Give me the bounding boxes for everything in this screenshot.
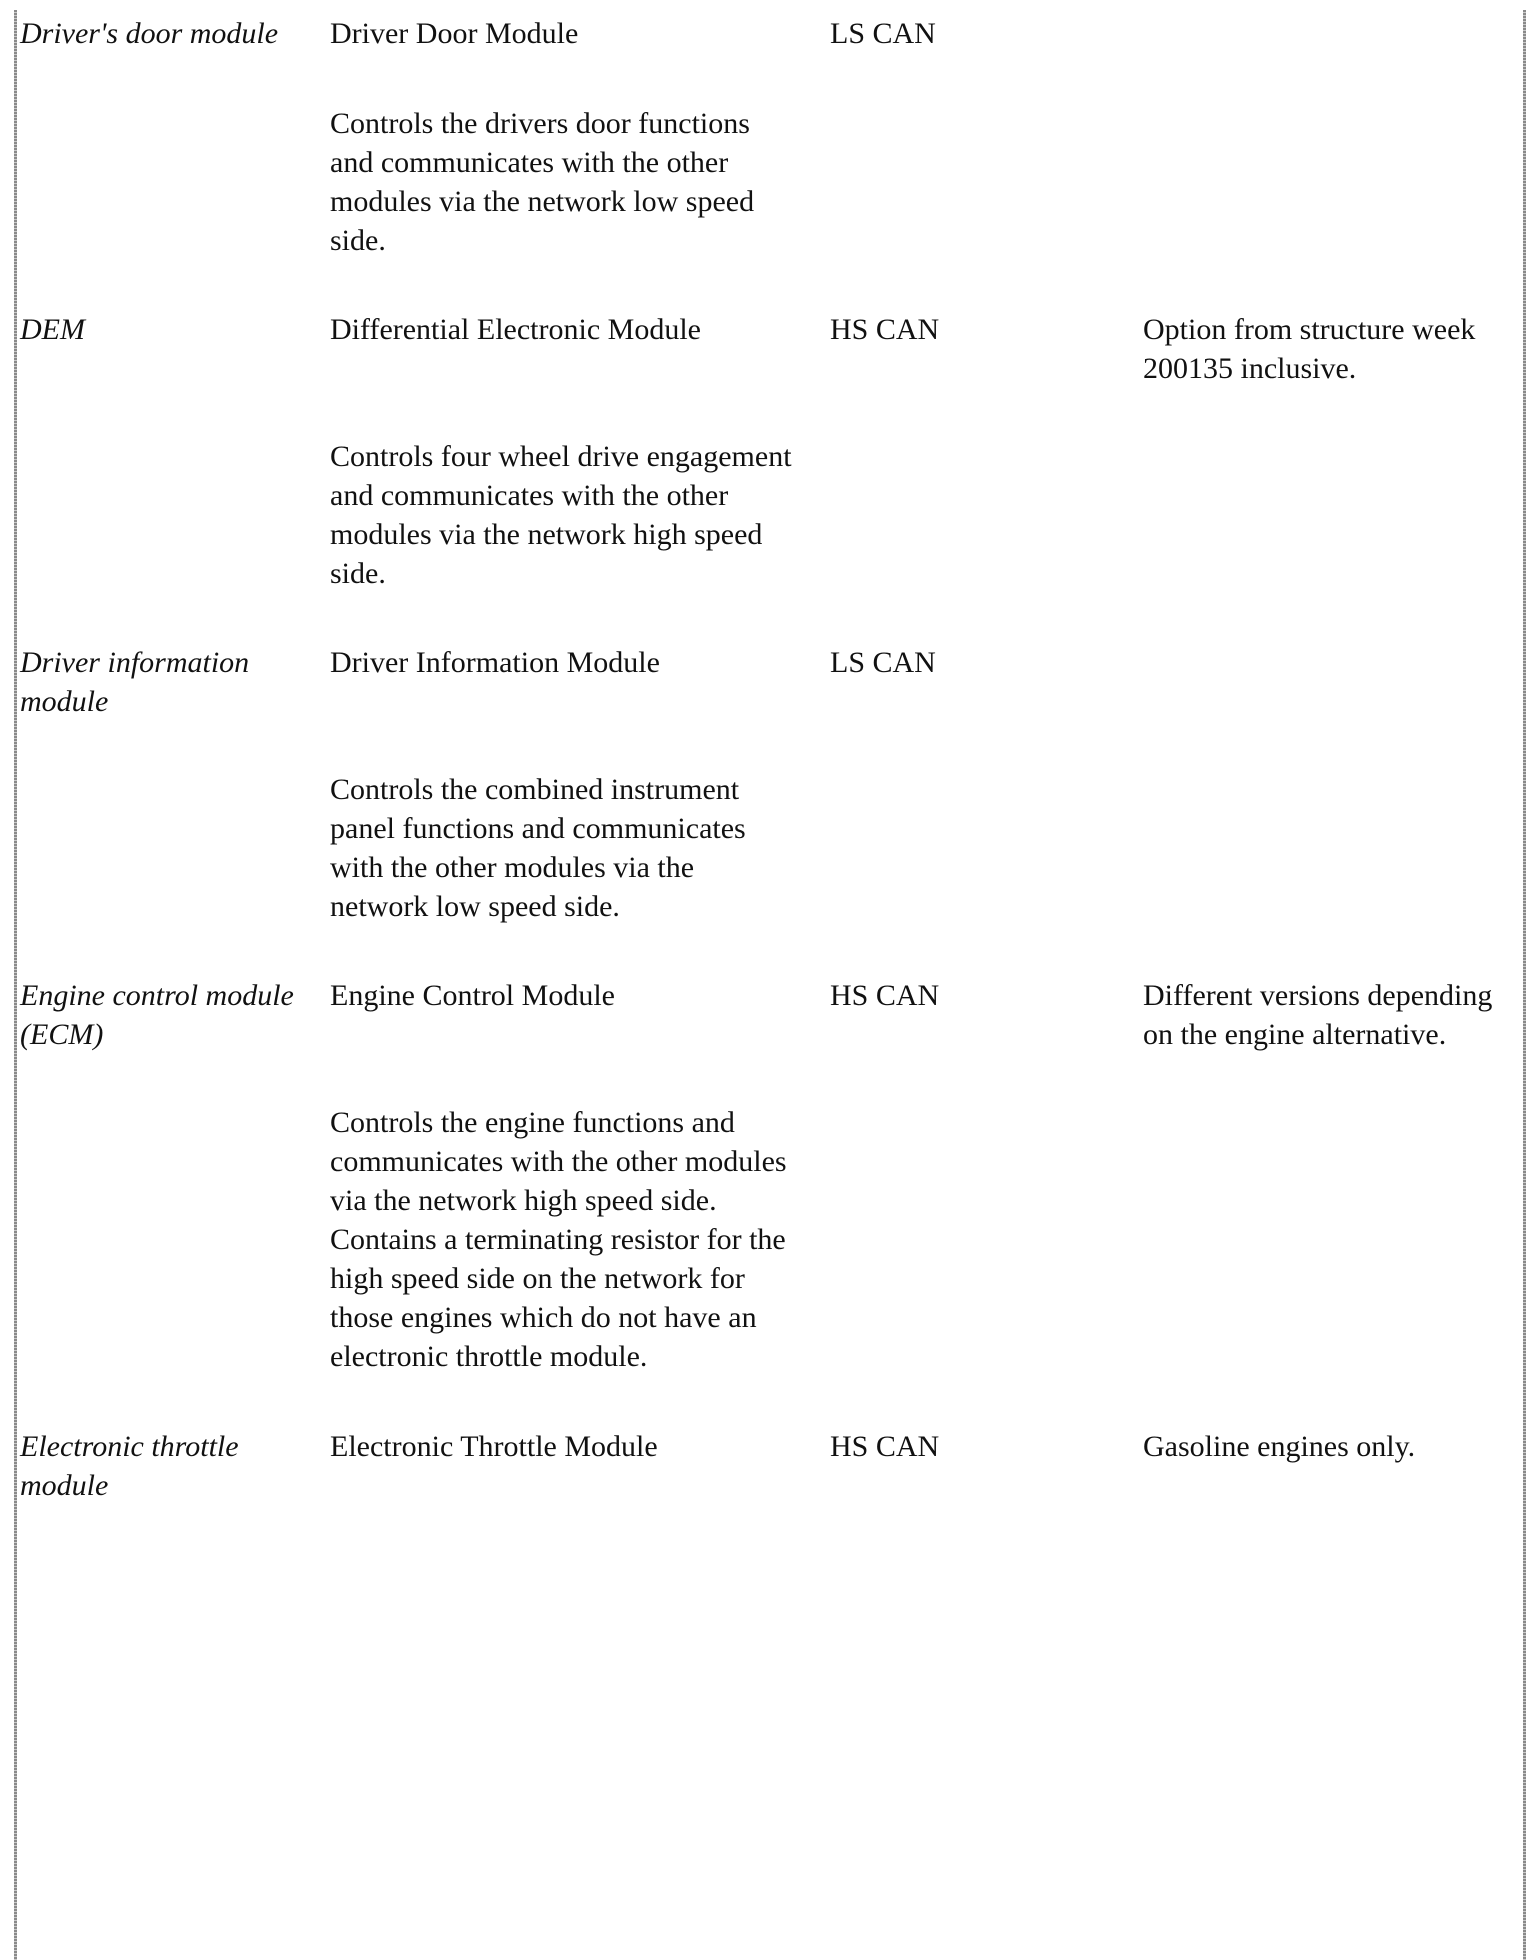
row-description: Controls the engine functions and communicates with the other modules via the network high speed side. Contains a terminating resistor for the high speed side on the network for those engines which do not have an electronic throttle module. — [330, 1106, 787, 1373]
row-component: DEM — [20, 313, 85, 346]
row-module-name: Driver Door Module — [330, 17, 579, 50]
row-network: HS CAN — [830, 979, 940, 1012]
row-network: HS CAN — [830, 1430, 940, 1463]
row-module-name: Driver Information Module — [330, 646, 660, 679]
row-description: Controls the drivers door functions and communicates with the other modules via the network low speed side. — [330, 107, 755, 257]
left-border — [14, 10, 17, 1960]
row-network: LS CAN — [830, 646, 936, 679]
row-description: Controls the combined instrument panel functions and communicates with the other modules via the network low speed side. — [330, 773, 746, 923]
row-component: Engine control module (ECM) — [20, 979, 294, 1051]
row-component: Electronic throttle module — [20, 1430, 239, 1502]
row-module-name: Differential Electronic Module — [330, 313, 701, 346]
row-description: Controls four wheel drive engagement and communicates with the other modules via the network high speed side. — [330, 440, 792, 590]
row-note: Option from structure week 200135 inclusive. — [1143, 313, 1476, 385]
row-module-name: Electronic Throttle Module — [330, 1430, 658, 1463]
row-component: Driver's door module — [20, 17, 279, 50]
row-note: Different versions depending on the engine alternative. — [1143, 979, 1493, 1051]
right-border — [1523, 10, 1526, 1960]
row-network: HS CAN — [830, 313, 940, 346]
row-component: Driver information module — [20, 646, 250, 718]
row-module-name: Engine Control Module — [330, 979, 615, 1012]
row-network: LS CAN — [830, 17, 936, 50]
row-note: Gasoline engines only. — [1143, 1430, 1416, 1463]
